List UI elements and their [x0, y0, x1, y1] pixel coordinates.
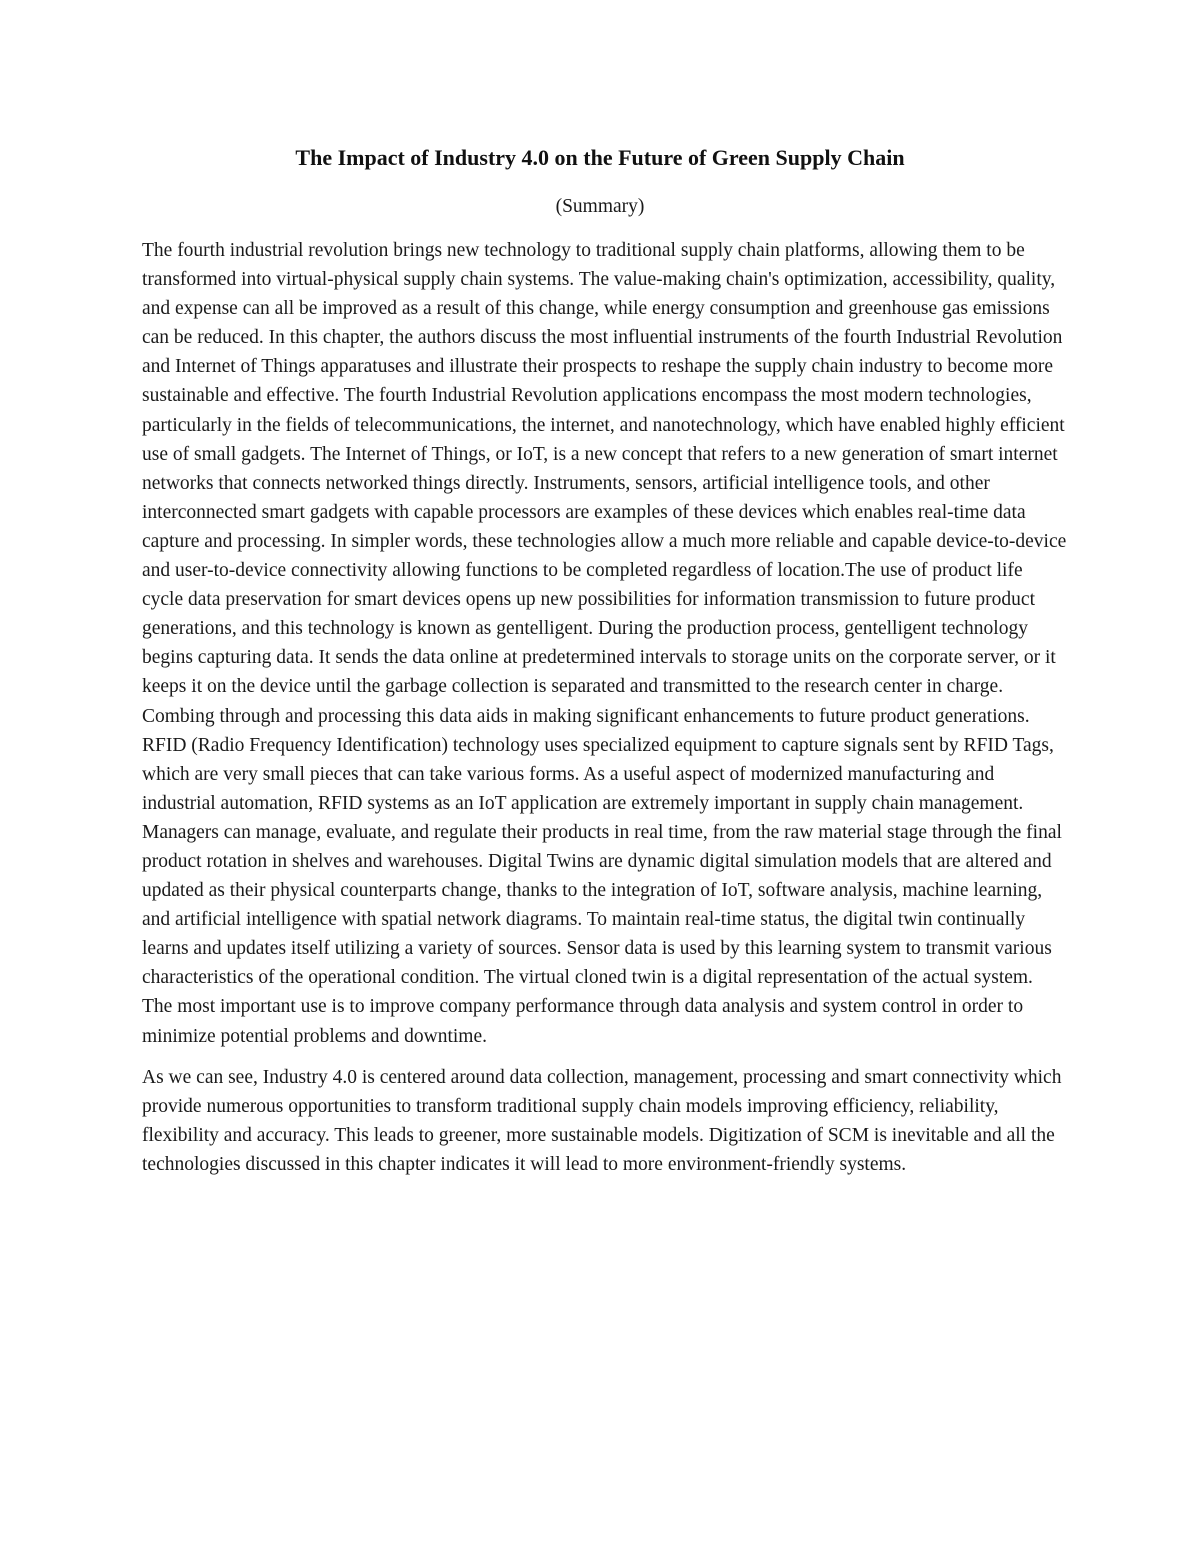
document-title: The Impact of Industry 4.0 on the Future of Green Supply Chain [295, 145, 905, 170]
document-body [142, 236, 1067, 1179]
body-paragraph-2: As we can see, Industry 4.0 is centered around data collection, management, processing and smart connectivity which provide numerous opportunities to transform traditional supply chain models improving efficiency, reliability, flexibility and accuracy. This leads to greener, more sustainable models. Digitization of SCM is inevitable and all the technologies discussed in this chapter indicates it will lead to more environment-friendly systems. [142, 1066, 1062, 1175]
body-paragraph-1: The fourth industrial revolution brings new technology to traditional supply chain platforms, allowing them to be transformed into virtual-physical supply chain systems. The value-making chain's optimization, accessibility, quality, and expense can all be improved as a result of this change, while energy consumption and greenhouse gas emissions can be reduced. In this chapter, the authors discuss the most influential instruments of the fourth Industrial Revolution and Internet of Things apparatuses and illustrate their prospects to reshape the supply chain industry to become more sustainable and effective. The fourth Industrial Revolution applications encompass the most modern technologies, particularly in the fields of telecommunications, the internet, and nanotechnology, which have enabled highly efficient use of small gadgets. The Internet of Things, or IoT, is a new concept that refers to a new generation of smart internet networks that connects networked things directly. Instruments, sensors, artificial intelligence tools, and other interconnected smart gadgets with capable processors are examples of these devices which enables real-time data capture and processing. In simpler words, these technologies allow a much more reliable and capable device-to-device and user-to-device connectivity allowing functions to be completed regardless of location.The use of product life cycle data preservation for smart devices opens up new possibilities for information transmission to future product generations, and this technology is known as gentelligent. During the production process, gentelligent technology begins capturing data. It sends the data online at predetermined intervals to storage units on the corporate server, or it keeps it on the device until the garbage collection is separated and transmitted to the research center in charge. Combing through and processing this data aids in making significant enhancements to future product generations. RFID (Radio Frequency Identification) technology uses specialized equipment to capture signals sent by RFID Tags, which are very small pieces that can take various forms. As a useful aspect of modernized manufacturing and industrial automation, RFID systems as an IoT application are extremely important in supply chain management. Managers can manage, evaluate, and regulate their products in real time, from the raw material stage through the final product rotation in shelves and warehouses. Digital Twins are dynamic digital simulation models that are altered and updated as their physical counterparts change, thanks to the integration of IoT, software analysis, machine learning, and artificial intelligence with spatial network diagrams. To maintain real-time status, the digital twin continually learns and updates itself utilizing a variety of sources. Sensor data is used by this learning system to transmit various characteristics of the operational condition. The virtual cloned twin is a digital representation of the actual system. The most important use is to improve company performance through data analysis and system control in order to minimize potential problems and downtime. [142, 240, 1067, 1047]
document-subtitle: (Summary) [555, 196, 645, 217]
